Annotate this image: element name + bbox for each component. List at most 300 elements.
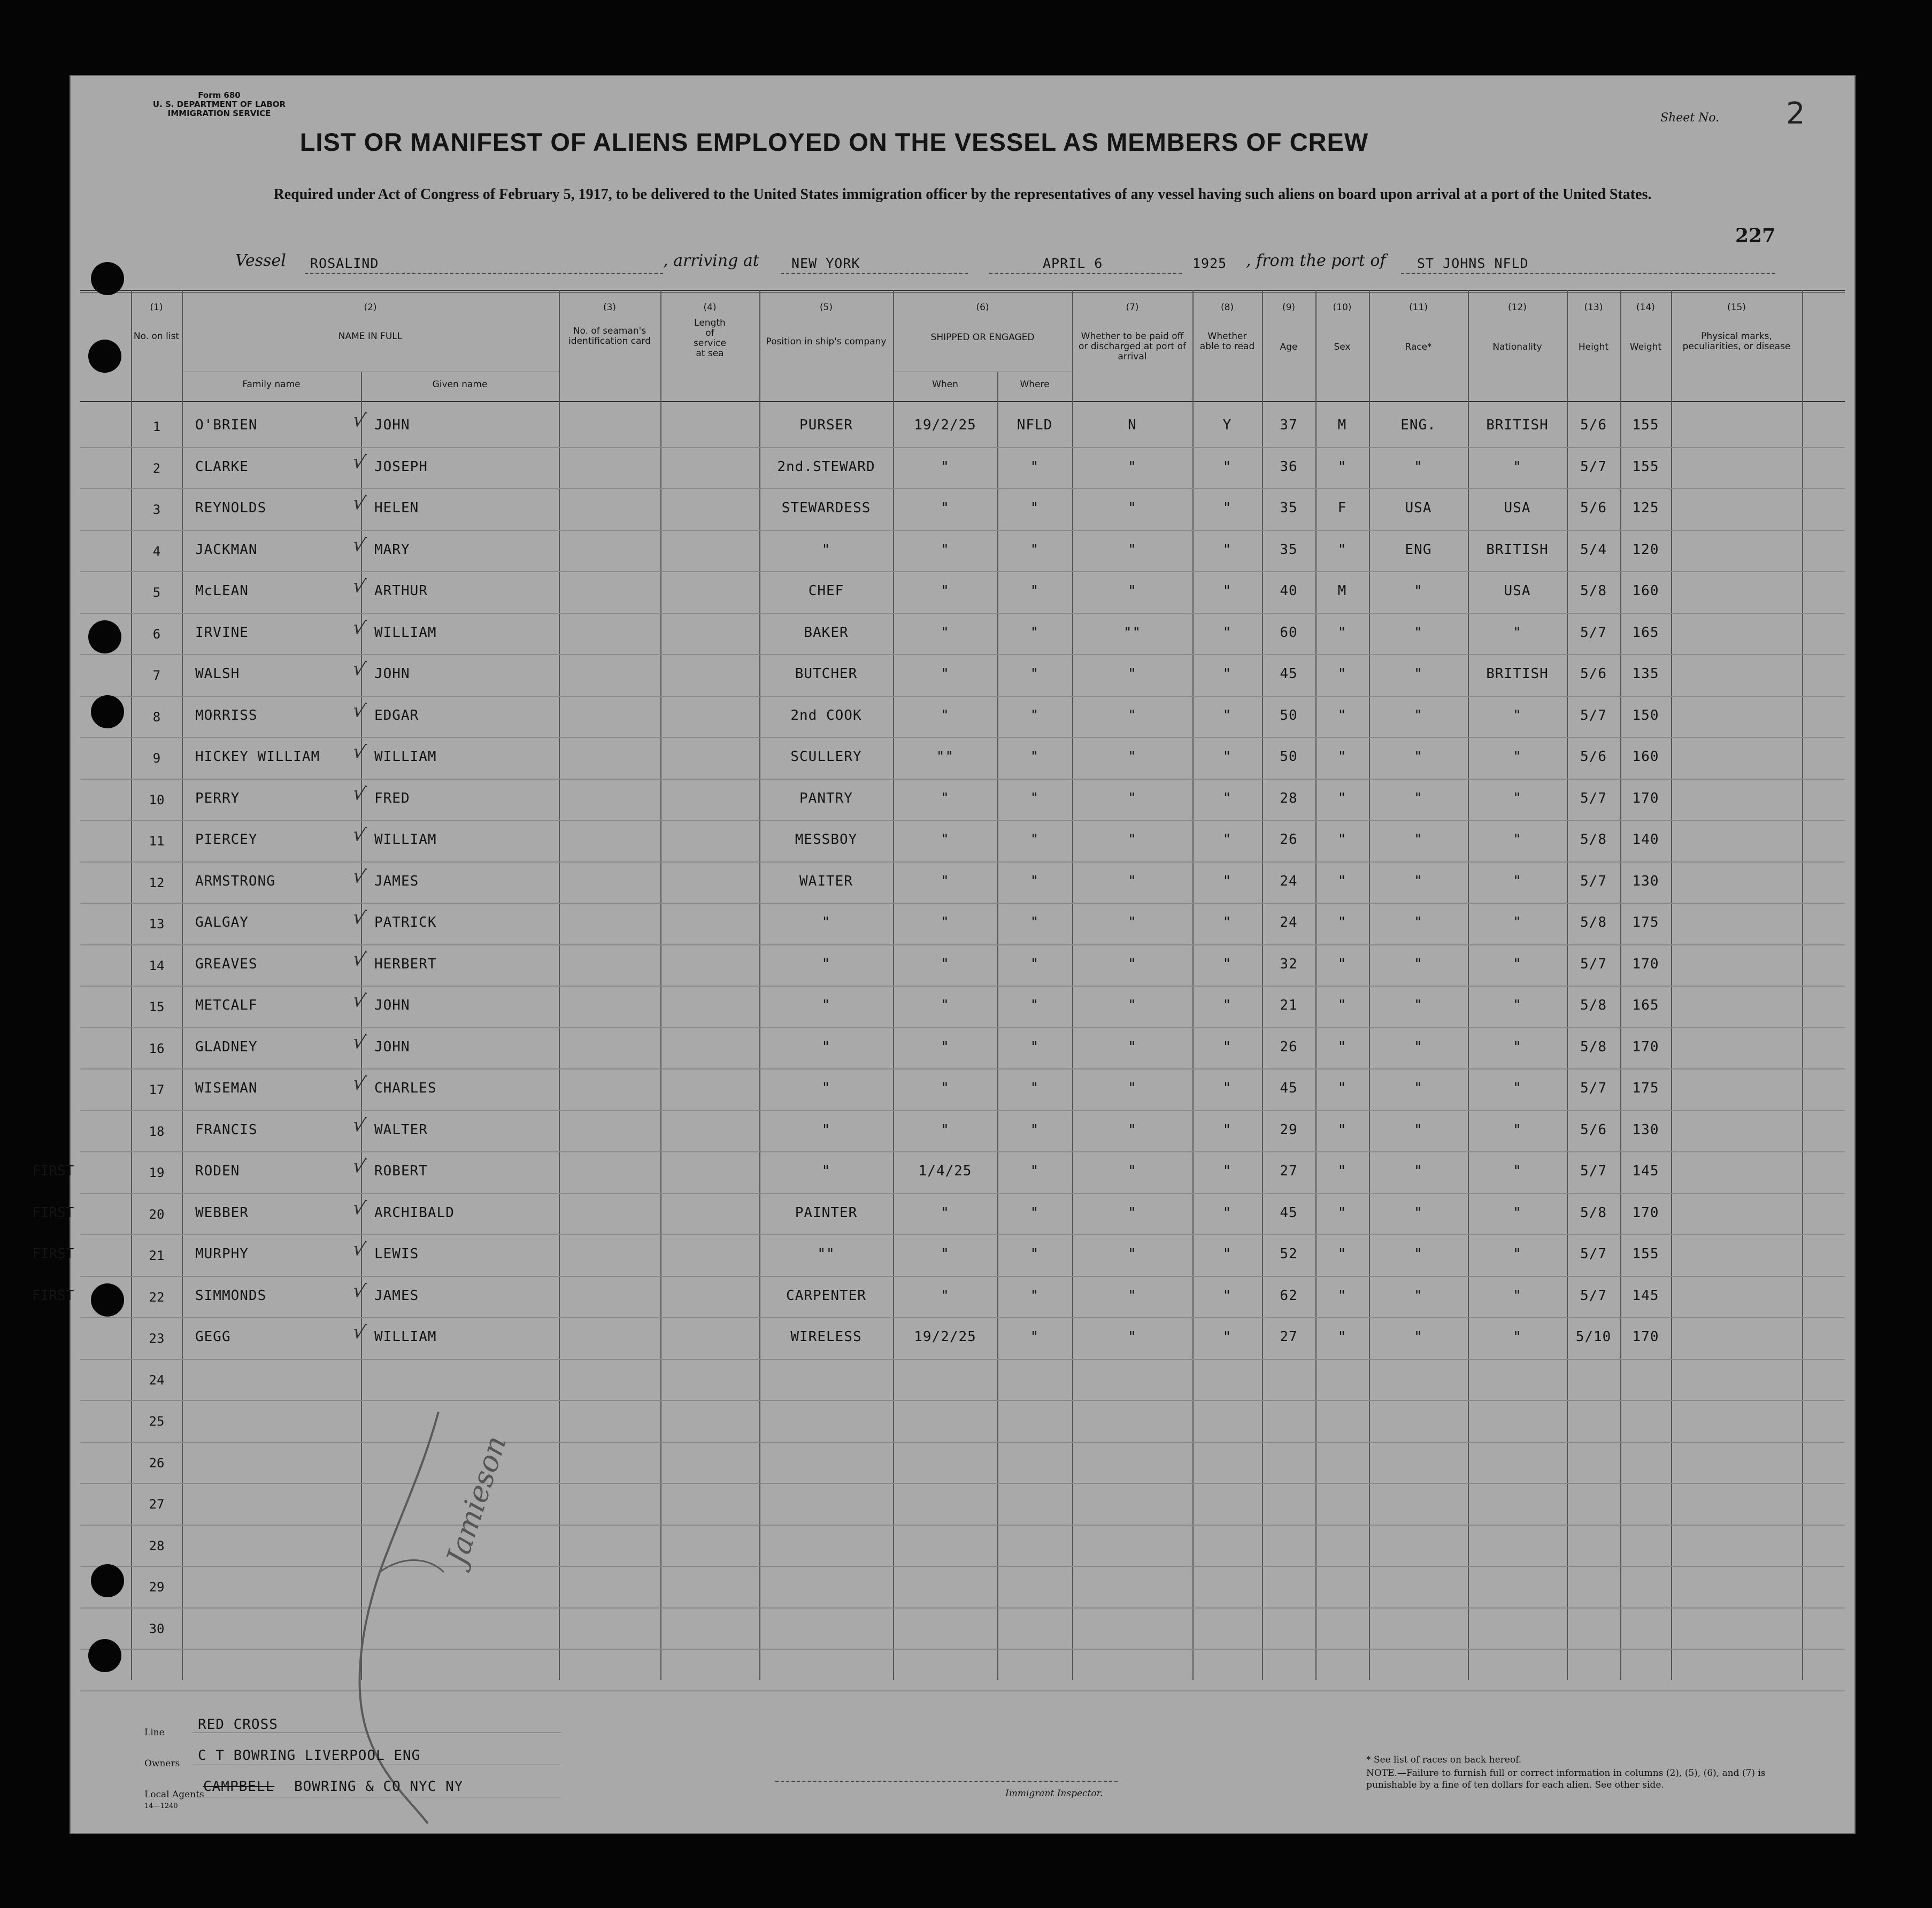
binder-hole (91, 695, 124, 728)
cell-read: " (1222, 1080, 1232, 1096)
cell-weight: 165 (1632, 624, 1659, 641)
col9-number: (9) (1282, 302, 1296, 313)
row-number: 12 (149, 875, 165, 890)
cell-position: CHEF (808, 583, 844, 599)
cell-family: O'BRIEN (195, 417, 258, 433)
cell-weight: 155 (1632, 417, 1659, 433)
row-number: 14 (149, 958, 165, 973)
line-label: Line (144, 1727, 165, 1738)
check-mark: √ (350, 616, 367, 640)
cell-age: 24 (1280, 914, 1298, 930)
col2-family-header: Family name (242, 379, 301, 390)
cell-position: SCULLERY (790, 749, 862, 765)
cell-nationality: " (1513, 1038, 1522, 1055)
cell-where: " (1030, 832, 1040, 848)
cell-given: JOHN (374, 417, 410, 433)
cell-read: " (1222, 1329, 1232, 1345)
table-row-rule (80, 1234, 1845, 1235)
cell-given: PATRICK (374, 914, 437, 930)
cell-sex: F (1337, 500, 1347, 516)
cell-weight: 145 (1632, 1287, 1659, 1304)
cell-height: 5/7 (1580, 956, 1607, 972)
cell-read: " (1222, 1204, 1232, 1221)
col2-header: NAME IN FULL (338, 331, 403, 342)
cell-position: " (821, 1163, 831, 1179)
binder-hole (91, 1564, 124, 1597)
cell-paid: " (1128, 500, 1137, 516)
check-mark: √ (350, 823, 367, 847)
col11-number: (11) (1409, 302, 1428, 313)
table-row-rule (80, 1151, 1845, 1152)
cell-weight: 150 (1632, 707, 1659, 724)
cell-sex: " (1337, 1121, 1347, 1138)
cell-race: " (1414, 1080, 1423, 1096)
col9-header: Age (1280, 342, 1298, 352)
cell-race: " (1414, 749, 1423, 765)
cell-family: RODEN (195, 1163, 240, 1179)
cell-nationality: BRITISH (1486, 666, 1549, 682)
cell-nationality: " (1513, 707, 1522, 724)
cell-age: 45 (1280, 1204, 1298, 1221)
cell-height: 5/8 (1580, 914, 1607, 930)
cell-paid: " (1128, 707, 1137, 724)
cell-age: 37 (1280, 417, 1298, 433)
cell-age: 45 (1280, 1080, 1298, 1096)
col3-header: No. of seaman's identification card (568, 326, 651, 347)
cell-read: " (1222, 1121, 1232, 1138)
cell-given: FRED (374, 790, 410, 806)
cell-height: 5/4 (1580, 541, 1607, 558)
binder-hole (91, 1283, 124, 1317)
cell-read: " (1222, 500, 1232, 516)
page-subtitle: Required under Act of Congress of February 5, 1917, to be delivered to the United States immigration officer by the representatives of any vessel having such aliens on board upon arrival at a port of the United States. (273, 186, 1652, 203)
cell-nationality: " (1513, 873, 1522, 889)
col6-where-header: Where (1020, 379, 1050, 390)
cell-nationality: " (1513, 1329, 1522, 1345)
table-row-rule (80, 820, 1845, 821)
cell-age: 50 (1280, 749, 1298, 765)
cell-weight: 175 (1632, 1080, 1659, 1096)
cell-weight: 175 (1632, 914, 1659, 930)
cell-age: 26 (1280, 832, 1298, 848)
cell-position: " (821, 541, 831, 558)
cell-position: BUTCHER (795, 666, 858, 682)
cell-paid: " (1128, 997, 1137, 1013)
cell-race: " (1414, 666, 1423, 682)
cell-position: WAITER (799, 873, 853, 889)
cell-race: " (1414, 624, 1423, 641)
cell-given: ARCHIBALD (374, 1204, 455, 1221)
cell-position: "" (817, 1246, 835, 1262)
cell-read: " (1222, 997, 1232, 1013)
table-row-rule (80, 1110, 1845, 1111)
cell-paid: " (1128, 1204, 1137, 1221)
cell-sex: " (1337, 1038, 1347, 1055)
cell-where: " (1030, 624, 1040, 641)
table-row-rule (80, 488, 1845, 489)
cell-weight: 170 (1632, 790, 1659, 806)
cell-weight: 170 (1632, 956, 1659, 972)
cell-paid: " (1128, 832, 1137, 848)
cell-nationality: " (1513, 1163, 1522, 1179)
check-mark: √ (350, 1320, 367, 1344)
cell-sex: " (1337, 832, 1347, 848)
check-mark: √ (350, 989, 367, 1013)
table-row-rule (80, 1027, 1845, 1028)
col4-header: Length of service at sea (694, 318, 726, 359)
vessel-name: ROSALIND (310, 256, 379, 271)
cell-height: 5/7 (1580, 1246, 1607, 1262)
cell-when: " (941, 914, 950, 930)
cell-family: GREAVES (195, 956, 258, 972)
cell-height: 5/8 (1580, 1204, 1607, 1221)
form-code: 14—1240 (144, 1802, 178, 1810)
cell-age: 52 (1280, 1246, 1298, 1262)
cell-position: PAINTER (795, 1204, 858, 1221)
table-row-rule (80, 1359, 1845, 1360)
col13-header: Height (1578, 342, 1609, 352)
cell-height: 5/7 (1580, 624, 1607, 641)
cell-family: PERRY (195, 790, 240, 806)
cell-age: 50 (1280, 707, 1298, 724)
cell-race: " (1414, 914, 1423, 930)
row-number: 24 (149, 1372, 165, 1388)
cell-position: " (821, 1038, 831, 1055)
cell-read: Y (1222, 417, 1232, 433)
cell-read: " (1222, 1163, 1232, 1179)
col3-number: (3) (603, 302, 617, 313)
cell-family: WISEMAN (195, 1080, 258, 1096)
agents-struck-text: CAMPBELL (203, 1779, 275, 1795)
cell-paid: " (1128, 458, 1137, 475)
cell-when: " (941, 541, 950, 558)
cell-nationality: " (1513, 749, 1522, 765)
cell-read: " (1222, 541, 1232, 558)
cell-paid: N (1128, 417, 1137, 433)
row-number: 30 (149, 1621, 165, 1636)
cell-when: " (941, 997, 950, 1013)
table-row-rule (80, 903, 1845, 904)
page-title: LIST OR MANIFEST OF ALIENS EMPLOYED ON THE VESSEL AS MEMBERS OF CREW (299, 128, 1369, 156)
cell-read: " (1222, 1038, 1232, 1055)
col14-header: Weight (1629, 342, 1662, 352)
cell-weight: 170 (1632, 1038, 1659, 1055)
cell-age: 45 (1280, 666, 1298, 682)
cell-sex: " (1337, 997, 1347, 1013)
cell-position: " (821, 1121, 831, 1138)
cell-when: 19/2/25 (914, 417, 976, 433)
col15-header: Physical marks, peculiarities, or disease (1682, 331, 1791, 352)
col12-number: (12) (1508, 302, 1527, 313)
cell-where: " (1030, 583, 1040, 599)
cell-position: 2nd.STEWARD (777, 458, 875, 475)
table-row-rule (80, 613, 1845, 614)
table-row-rule (80, 571, 1845, 572)
cell-read: " (1222, 624, 1232, 641)
cell-family: HICKEY WILLIAM (195, 749, 320, 765)
cell-age: 35 (1280, 500, 1298, 516)
cell-position: WIRELESS (790, 1329, 862, 1345)
cell-read: " (1222, 1287, 1232, 1304)
cell-position: MESSBOY (795, 832, 858, 848)
cell-when: " (941, 873, 950, 889)
col8-header: Whether able to read (1199, 331, 1255, 352)
cell-height: 5/7 (1580, 790, 1607, 806)
cell-family: McLEAN (195, 583, 249, 599)
row-number: 20 (149, 1206, 165, 1222)
cell-read: " (1222, 914, 1232, 930)
cell-height: 5/7 (1580, 1287, 1607, 1304)
cell-given: HERBERT (374, 956, 437, 972)
cell-position: " (821, 914, 831, 930)
cell-given: JOHN (374, 1038, 410, 1055)
cell-sex: " (1337, 666, 1347, 682)
cell-sex: " (1337, 1204, 1347, 1221)
col1-number: (1) (150, 302, 163, 313)
cell-sex: " (1337, 873, 1347, 889)
cell-age: 21 (1280, 997, 1298, 1013)
arrival-year: 1925 (1192, 256, 1227, 271)
cell-nationality: " (1513, 458, 1522, 475)
cell-family: WALSH (195, 666, 240, 682)
cell-weight: 155 (1632, 458, 1659, 475)
cell-weight: 145 (1632, 1163, 1659, 1179)
cell-where: " (1030, 873, 1040, 889)
row-note: FIRST (32, 1287, 74, 1304)
cell-race: " (1414, 997, 1423, 1013)
agents-label: Local Agents (144, 1789, 204, 1800)
row-number: 29 (149, 1580, 165, 1595)
cell-weight: 165 (1632, 997, 1659, 1013)
cell-weight: 130 (1632, 1121, 1659, 1138)
cell-race: " (1414, 1038, 1423, 1055)
cell-nationality: USA (1504, 500, 1531, 516)
col6-number: (6) (976, 302, 989, 313)
cell-given: EDGAR (374, 707, 419, 724)
cell-family: SIMMONDS (195, 1287, 267, 1304)
row-number: 16 (149, 1041, 165, 1056)
cell-read: " (1222, 873, 1232, 889)
cell-height: 5/8 (1580, 583, 1607, 599)
cell-sex: " (1337, 1287, 1347, 1304)
manifest-sheet (32, 75, 1856, 1834)
cell-when: " (941, 1080, 950, 1096)
cell-position: PANTRY (799, 790, 853, 806)
table-row-rule (80, 1193, 1845, 1194)
form-header (139, 91, 299, 118)
page-stamp: 227 (1735, 225, 1776, 247)
col15-number: (15) (1727, 302, 1746, 313)
cell-given: LEWIS (374, 1246, 419, 1262)
row-number: 11 (149, 834, 165, 849)
cell-nationality: " (1513, 997, 1522, 1013)
cell-where: " (1030, 1246, 1040, 1262)
cell-age: 32 (1280, 956, 1298, 972)
cell-sex: " (1337, 624, 1347, 641)
row-number: 15 (149, 999, 165, 1014)
table-row-rule (80, 861, 1845, 863)
cell-where: " (1030, 1121, 1040, 1138)
cell-height: 5/8 (1580, 1038, 1607, 1055)
cell-position: PURSER (799, 417, 853, 433)
cell-sex: " (1337, 790, 1347, 806)
cell-race: " (1414, 1121, 1423, 1138)
check-mark: √ (350, 1113, 367, 1137)
cell-weight: 135 (1632, 666, 1659, 682)
cell-age: 28 (1280, 790, 1298, 806)
cell-given: JAMES (374, 873, 419, 889)
cell-when: " (941, 956, 950, 972)
cell-given: ROBERT (374, 1163, 428, 1179)
department-name: U. S. DEPARTMENT OF LABOR (152, 99, 286, 109)
cell-read: " (1222, 1246, 1232, 1262)
form-number: Form 680 (198, 90, 241, 100)
row-note: FIRST (32, 1204, 74, 1221)
cell-weight: 130 (1632, 873, 1659, 889)
col13-number: (13) (1584, 302, 1603, 313)
check-mark: √ (350, 906, 367, 930)
cell-nationality: " (1513, 1287, 1522, 1304)
cell-age: 29 (1280, 1121, 1298, 1138)
cell-given: WILLIAM (374, 749, 437, 765)
cell-paid: " (1128, 541, 1137, 558)
cell-where: NFLD (1017, 417, 1053, 433)
table-row-rule (80, 1317, 1845, 1318)
cell-paid: " (1128, 1329, 1137, 1345)
cell-family: FRANCIS (195, 1121, 258, 1138)
cell-race: " (1414, 1163, 1423, 1179)
table-row-rule (80, 737, 1845, 738)
owners-value: C T BOWRING LIVERPOOL ENG (198, 1748, 421, 1764)
races-note: * See list of races on back hereof. (1366, 1755, 1522, 1765)
cell-nationality: " (1513, 1121, 1522, 1138)
cell-height: 5/6 (1580, 500, 1607, 516)
cell-age: 62 (1280, 1287, 1298, 1304)
cell-given: WILLIAM (374, 832, 437, 848)
check-mark: √ (350, 1237, 367, 1261)
cell-where: " (1030, 749, 1040, 765)
cell-height: 5/7 (1580, 1163, 1607, 1179)
cell-where: " (1030, 666, 1040, 682)
row-number: 19 (149, 1165, 165, 1180)
row-number: 28 (149, 1538, 165, 1553)
cell-when: " (941, 1287, 950, 1304)
cell-weight: 170 (1632, 1329, 1659, 1345)
row-number: 10 (149, 792, 165, 807)
check-mark: √ (350, 1030, 367, 1055)
inspector-signature (321, 1396, 620, 1840)
agents-value: BOWRING & CO NYC NY (294, 1779, 464, 1795)
cell-paid: " (1128, 1121, 1137, 1138)
cell-read: " (1222, 458, 1232, 475)
cell-nationality: " (1513, 832, 1522, 848)
cell-paid: " (1128, 1038, 1137, 1055)
cell-position: 2nd COOK (790, 707, 862, 724)
binder-hole (91, 262, 124, 295)
check-mark: √ (350, 947, 367, 972)
cell-where: " (1030, 1038, 1040, 1055)
cell-nationality: " (1513, 624, 1522, 641)
check-mark: √ (350, 1155, 367, 1179)
cell-where: " (1030, 541, 1040, 558)
cell-nationality: " (1513, 1204, 1522, 1221)
cell-when: " (941, 1204, 950, 1221)
cell-read: " (1222, 707, 1232, 724)
cell-position: BAKER (804, 624, 849, 641)
cell-when: " (941, 1246, 950, 1262)
cell-race: " (1414, 956, 1423, 972)
check-mark: √ (350, 574, 367, 598)
table-row-rule (80, 779, 1845, 780)
cell-read: " (1222, 956, 1232, 972)
row-note: FIRST (32, 1246, 74, 1262)
sheet-number-label: Sheet No. (1660, 111, 1720, 125)
penalty-note: NOTE.—Failure to furnish full or correct information in columns (2), (5), (6), and (7) is punishable by a fine of ten dollars for each alien. See other side. (1366, 1768, 1766, 1790)
cell-age: 27 (1280, 1329, 1298, 1345)
arriving-label: , arriving at (663, 251, 759, 270)
col2-number: (2) (364, 302, 377, 313)
cell-paid: "" (1123, 624, 1142, 641)
cell-where: " (1030, 790, 1040, 806)
table-row-rule (80, 986, 1845, 987)
row-number: 25 (149, 1414, 165, 1429)
cell-where: " (1030, 1287, 1040, 1304)
from-port-label: , from the port of (1246, 251, 1386, 270)
cell-race: ENG. (1400, 417, 1436, 433)
cell-family: CLARKE (195, 458, 249, 475)
cell-where: " (1030, 458, 1040, 475)
cell-position: " (821, 1080, 831, 1096)
cell-position: " (821, 997, 831, 1013)
cell-given: ARTHUR (374, 583, 428, 599)
cell-given: JOSEPH (374, 458, 428, 475)
check-mark: √ (350, 491, 367, 516)
cell-weight: 140 (1632, 832, 1659, 848)
cell-when: " (941, 707, 950, 724)
cell-age: 24 (1280, 873, 1298, 889)
cell-when: " (941, 790, 950, 806)
cell-paid: " (1128, 914, 1137, 930)
table-row-rule (80, 944, 1845, 945)
cell-where: " (1030, 1204, 1040, 1221)
cell-height: 5/7 (1580, 1080, 1607, 1096)
cell-sex: " (1337, 956, 1347, 972)
col11-header: Race* (1405, 342, 1432, 352)
cell-given: JOHN (374, 666, 410, 682)
row-number: 13 (149, 917, 165, 932)
cell-nationality: USA (1504, 583, 1531, 599)
cell-weight: 125 (1632, 500, 1659, 516)
row-number: 18 (149, 1124, 165, 1139)
cell-when: " (941, 458, 950, 475)
check-mark: √ (350, 864, 367, 889)
cell-when: " (941, 1121, 950, 1138)
row-number: 7 (152, 668, 161, 683)
cell-given: HELEN (374, 500, 419, 516)
cell-family: GLADNEY (195, 1038, 258, 1055)
cell-sex: " (1337, 541, 1347, 558)
line-value: RED CROSS (198, 1717, 278, 1733)
cell-when: " (941, 832, 950, 848)
cell-family: METCALF (195, 997, 258, 1013)
cell-read: " (1222, 583, 1232, 599)
cell-height: 5/8 (1580, 832, 1607, 848)
cell-where: " (1030, 914, 1040, 930)
service-name: IMMIGRATION SERVICE (167, 109, 271, 118)
row-number: 1 (152, 419, 161, 434)
cell-when: " (941, 583, 950, 599)
cell-when: 19/2/25 (914, 1329, 976, 1345)
